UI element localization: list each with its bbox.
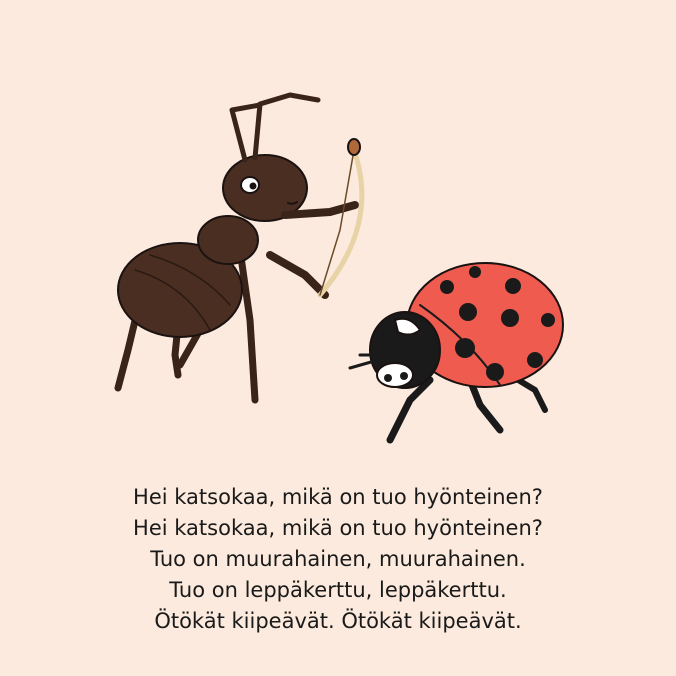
ant-illustration <box>118 95 362 400</box>
verse-line-4: Tuo on leppäkerttu, leppäkerttu. <box>169 578 507 602</box>
verse-line-2: Hei katsokaa, mikä on tuo hyönteinen? <box>133 516 543 540</box>
ladybug-illustration <box>350 263 563 440</box>
verse-line-1: Hei katsokaa, mikä on tuo hyönteinen? <box>133 485 543 509</box>
verse-line-3: Tuo on muurahainen, muurahainen. <box>150 547 526 571</box>
verse-line-5: Ötökät kiipeävät. Ötökät kiipeävät. <box>154 609 522 633</box>
story-verse <box>0 482 676 637</box>
